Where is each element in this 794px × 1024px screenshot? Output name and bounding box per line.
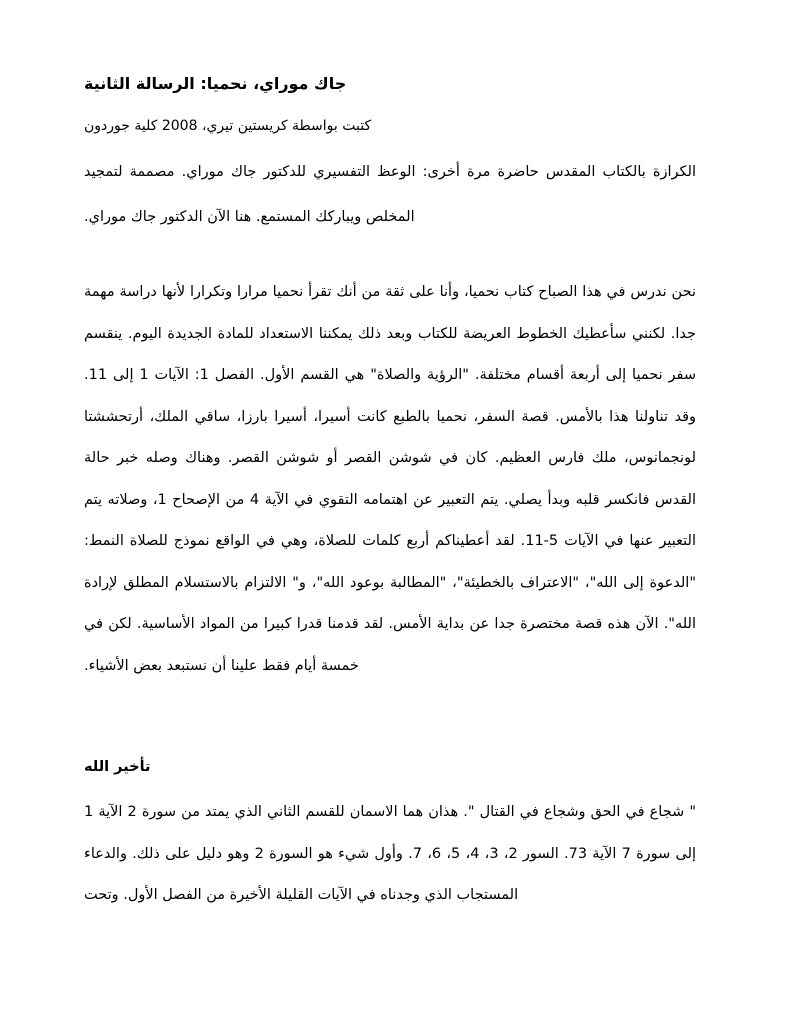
intro-paragraph: الكرازة بالكتاب المقدس حاضرة مرة أخرى: الوعظ التفسيري للدكتور جاك موراي. مصممة لتمجيد المخلص ويباركك المستمع. هنا الآن الدكتور جاك موراي. [84, 164, 696, 225]
document-byline: كتبت بواسطة كريستين تيري، 2008 كلية جوردون [84, 118, 372, 134]
document-title: جاك موراي، نحميا: الرسالة الثانية [84, 74, 347, 93]
body-paragraph: نحن ندرس في هذا الصباح كتاب نحميا، وأنا على ثقة من أنك تقرأ نحميا مرارا وتكرارا لأنها دراسة مهمة جدا. لكنني سأعطيك الخطوط العريضة للكتاب وبعد ذلك يمكننا الاستعداد للمادة الجديدة اليوم. ينقسم سفر نحميا إلى أربعة أقسام مختلفة. "الرؤية والصلاة" هي القسم الأول. الفصل 1: الآيات 1 إلى 11. وقد تناولنا هذا بالأمس. قصة السفر، نحميا بالطبع كانت أسيرا، أسيرا بارزا، ساقي الملك، أرتحششتا لونجمانوس، ملك فارس العظيم. كان في شوشن القصر أو شوشن القصر. وهناك وصله خبر حالة القدس فانكسر قلبه وبدأ يصلي. يتم التعبير عن اهتمامه التقوي في الآية 4 من الإصحاح 1، وصلاته يتم التعبير عنها في الآيات 5-11. لقد أعطيناكم أربع كلمات للصلاة، وهي في الواقع نموذج للصلاة النمط: "الدعوة إلى الله"، "الاعتراف بالخطيئة"، "المطالبة بوعود الله"، و" الالتزام بالاستسلام المطلق لإرادة الله". الآن هذه قصة مختصرة جدا عن بداية الأمس. لقد قدمنا قدرا كبيرا من المواد الأساسية. لكن في خمسة أيام فقط علينا أن نستبعد بعض الأشياء. [84, 284, 696, 674]
body-paragraph-2: " شجاع في الحق وشجاع في القتال ". هذان هما الاسمان للقسم الثاني الذي يمتد من سورة 2 الآية 1 إلى سورة 7 الآية 73. السور 2، 3، 4، 5، 6، 7. وأول شيء هو السورة 2 وهو دليل على ذلك. والدعاء المستجاب الذي وجدناه في الآيات القليلة الأخيرة من الفصل الأول. وتحت [84, 804, 697, 903]
section-heading: تأخير الله [84, 759, 151, 775]
